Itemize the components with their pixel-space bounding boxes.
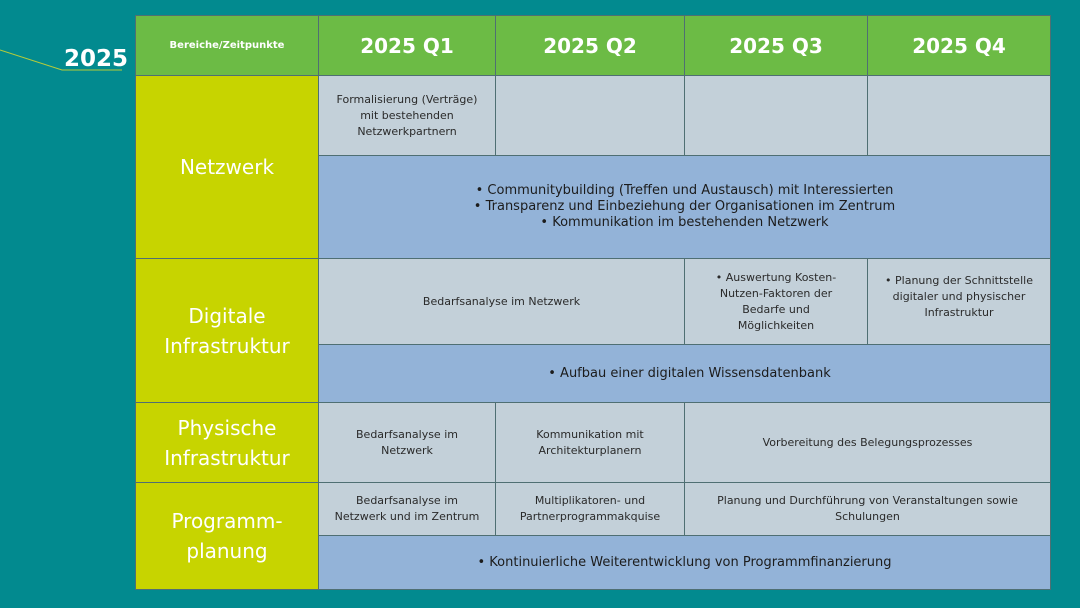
physisch-q2-line: Kommunikation mit bbox=[536, 427, 644, 441]
programm-q2-line: Partnerprogrammakquise bbox=[519, 510, 661, 523]
area-physisch-line: Infrastruktur bbox=[164, 445, 290, 470]
digital-q3-line: Nutzen-Faktoren der bbox=[719, 286, 833, 300]
digital-q3-line: • Auswertung Kosten- bbox=[715, 270, 837, 284]
digital-q4-cell bbox=[868, 259, 1051, 345]
area-programm bbox=[136, 483, 319, 590]
area-programm-line: Programm- bbox=[171, 509, 283, 533]
netzwerk-q1-line: Formalisierung (Verträge) bbox=[336, 92, 478, 106]
netzwerk-row-1 bbox=[136, 76, 1051, 156]
digital-q4-line: • Planung der Schnittstelle bbox=[885, 274, 1033, 287]
area-netzwerk: Netzwerk bbox=[136, 76, 319, 259]
programm-q2-cell bbox=[496, 483, 685, 536]
netzwerk-q1-line: Netzwerkpartnern bbox=[357, 124, 457, 138]
digital-q3-line: Möglichkeiten bbox=[737, 318, 815, 332]
netzwerk-bullet: • Transparenz und Einbeziehung der Organisationen im Zentrum bbox=[473, 199, 896, 214]
physisch-q1-line: Netzwerk bbox=[381, 443, 433, 457]
header-q3: 2025 Q3 bbox=[685, 16, 868, 76]
programm-row-1 bbox=[136, 483, 1051, 536]
programm-q3-q4-cell bbox=[685, 483, 1051, 536]
netzwerk-bullet-list bbox=[474, 183, 895, 231]
physisch-q2-cell bbox=[496, 403, 685, 483]
programm-bullet-cell: • Kontinuierliche Weiterentwicklung von Programmfinanzierung bbox=[319, 536, 1051, 590]
netzwerk-q4-cell bbox=[868, 76, 1051, 156]
digital-q3-cell bbox=[685, 259, 868, 345]
programm-q1-line: Bedarfsanalyse im bbox=[356, 494, 458, 507]
header-q1: 2025 Q1 bbox=[319, 16, 496, 76]
roadmap-table bbox=[135, 15, 1051, 590]
area-physisch-line: Physische bbox=[177, 415, 277, 440]
year-label: 2025 bbox=[64, 46, 129, 72]
area-digital-line: Infrastruktur bbox=[164, 333, 290, 358]
digital-q1-q2-cell: Bedarfsanalyse im Netzwerk bbox=[319, 259, 685, 345]
area-digital bbox=[136, 259, 319, 403]
programm-q3-q4-line: Planung und Durchführung von Veranstaltungen sowie bbox=[717, 494, 1018, 507]
area-digital-line: Digitale bbox=[188, 303, 266, 328]
header-q4: 2025 Q4 bbox=[868, 16, 1051, 76]
physisch-q3-q4-cell: Vorbereitung des Belegungsprozesses bbox=[685, 403, 1051, 483]
programm-q2-line: Multiplikatoren- und bbox=[534, 494, 646, 507]
physisch-q1-line: Bedarfsanalyse im bbox=[356, 427, 458, 441]
digital-row-1 bbox=[136, 259, 1051, 345]
header-row bbox=[136, 16, 1051, 76]
netzwerk-bullets-cell bbox=[319, 156, 1051, 259]
netzwerk-q3-cell bbox=[685, 76, 868, 156]
programm-q1-cell bbox=[319, 483, 496, 536]
area-physisch bbox=[136, 403, 319, 483]
digital-q4-line: digitaler und physischer bbox=[892, 290, 1026, 303]
digital-q3-line: Bedarfe und bbox=[742, 302, 810, 316]
digital-bullet-cell: • Aufbau einer digitalen Wissensdatenbank bbox=[319, 345, 1051, 403]
header-q2: 2025 Q2 bbox=[496, 16, 685, 76]
physisch-q2-line: Architekturplanern bbox=[538, 443, 642, 457]
physisch-row bbox=[136, 403, 1051, 483]
digital-q4-line: Infrastruktur bbox=[924, 306, 994, 319]
netzwerk-q1-line: mit bestehenden bbox=[360, 108, 454, 122]
netzwerk-q2-cell bbox=[496, 76, 685, 156]
netzwerk-bullet: • Communitybuilding (Treffen und Austausch) mit Interessierten bbox=[475, 183, 894, 198]
netzwerk-q1-cell bbox=[319, 76, 496, 156]
physisch-q1-cell bbox=[319, 403, 496, 483]
programm-q1-line: Netzwerk und im Zentrum bbox=[334, 510, 480, 523]
programm-q3-q4-line: Schulungen bbox=[835, 510, 900, 523]
area-programm-line: planung bbox=[186, 539, 268, 563]
netzwerk-bullet: • Kommunikation im bestehenden Netzwerk bbox=[540, 215, 829, 230]
header-area-col: Bereiche/Zeitpunkte bbox=[136, 16, 319, 76]
